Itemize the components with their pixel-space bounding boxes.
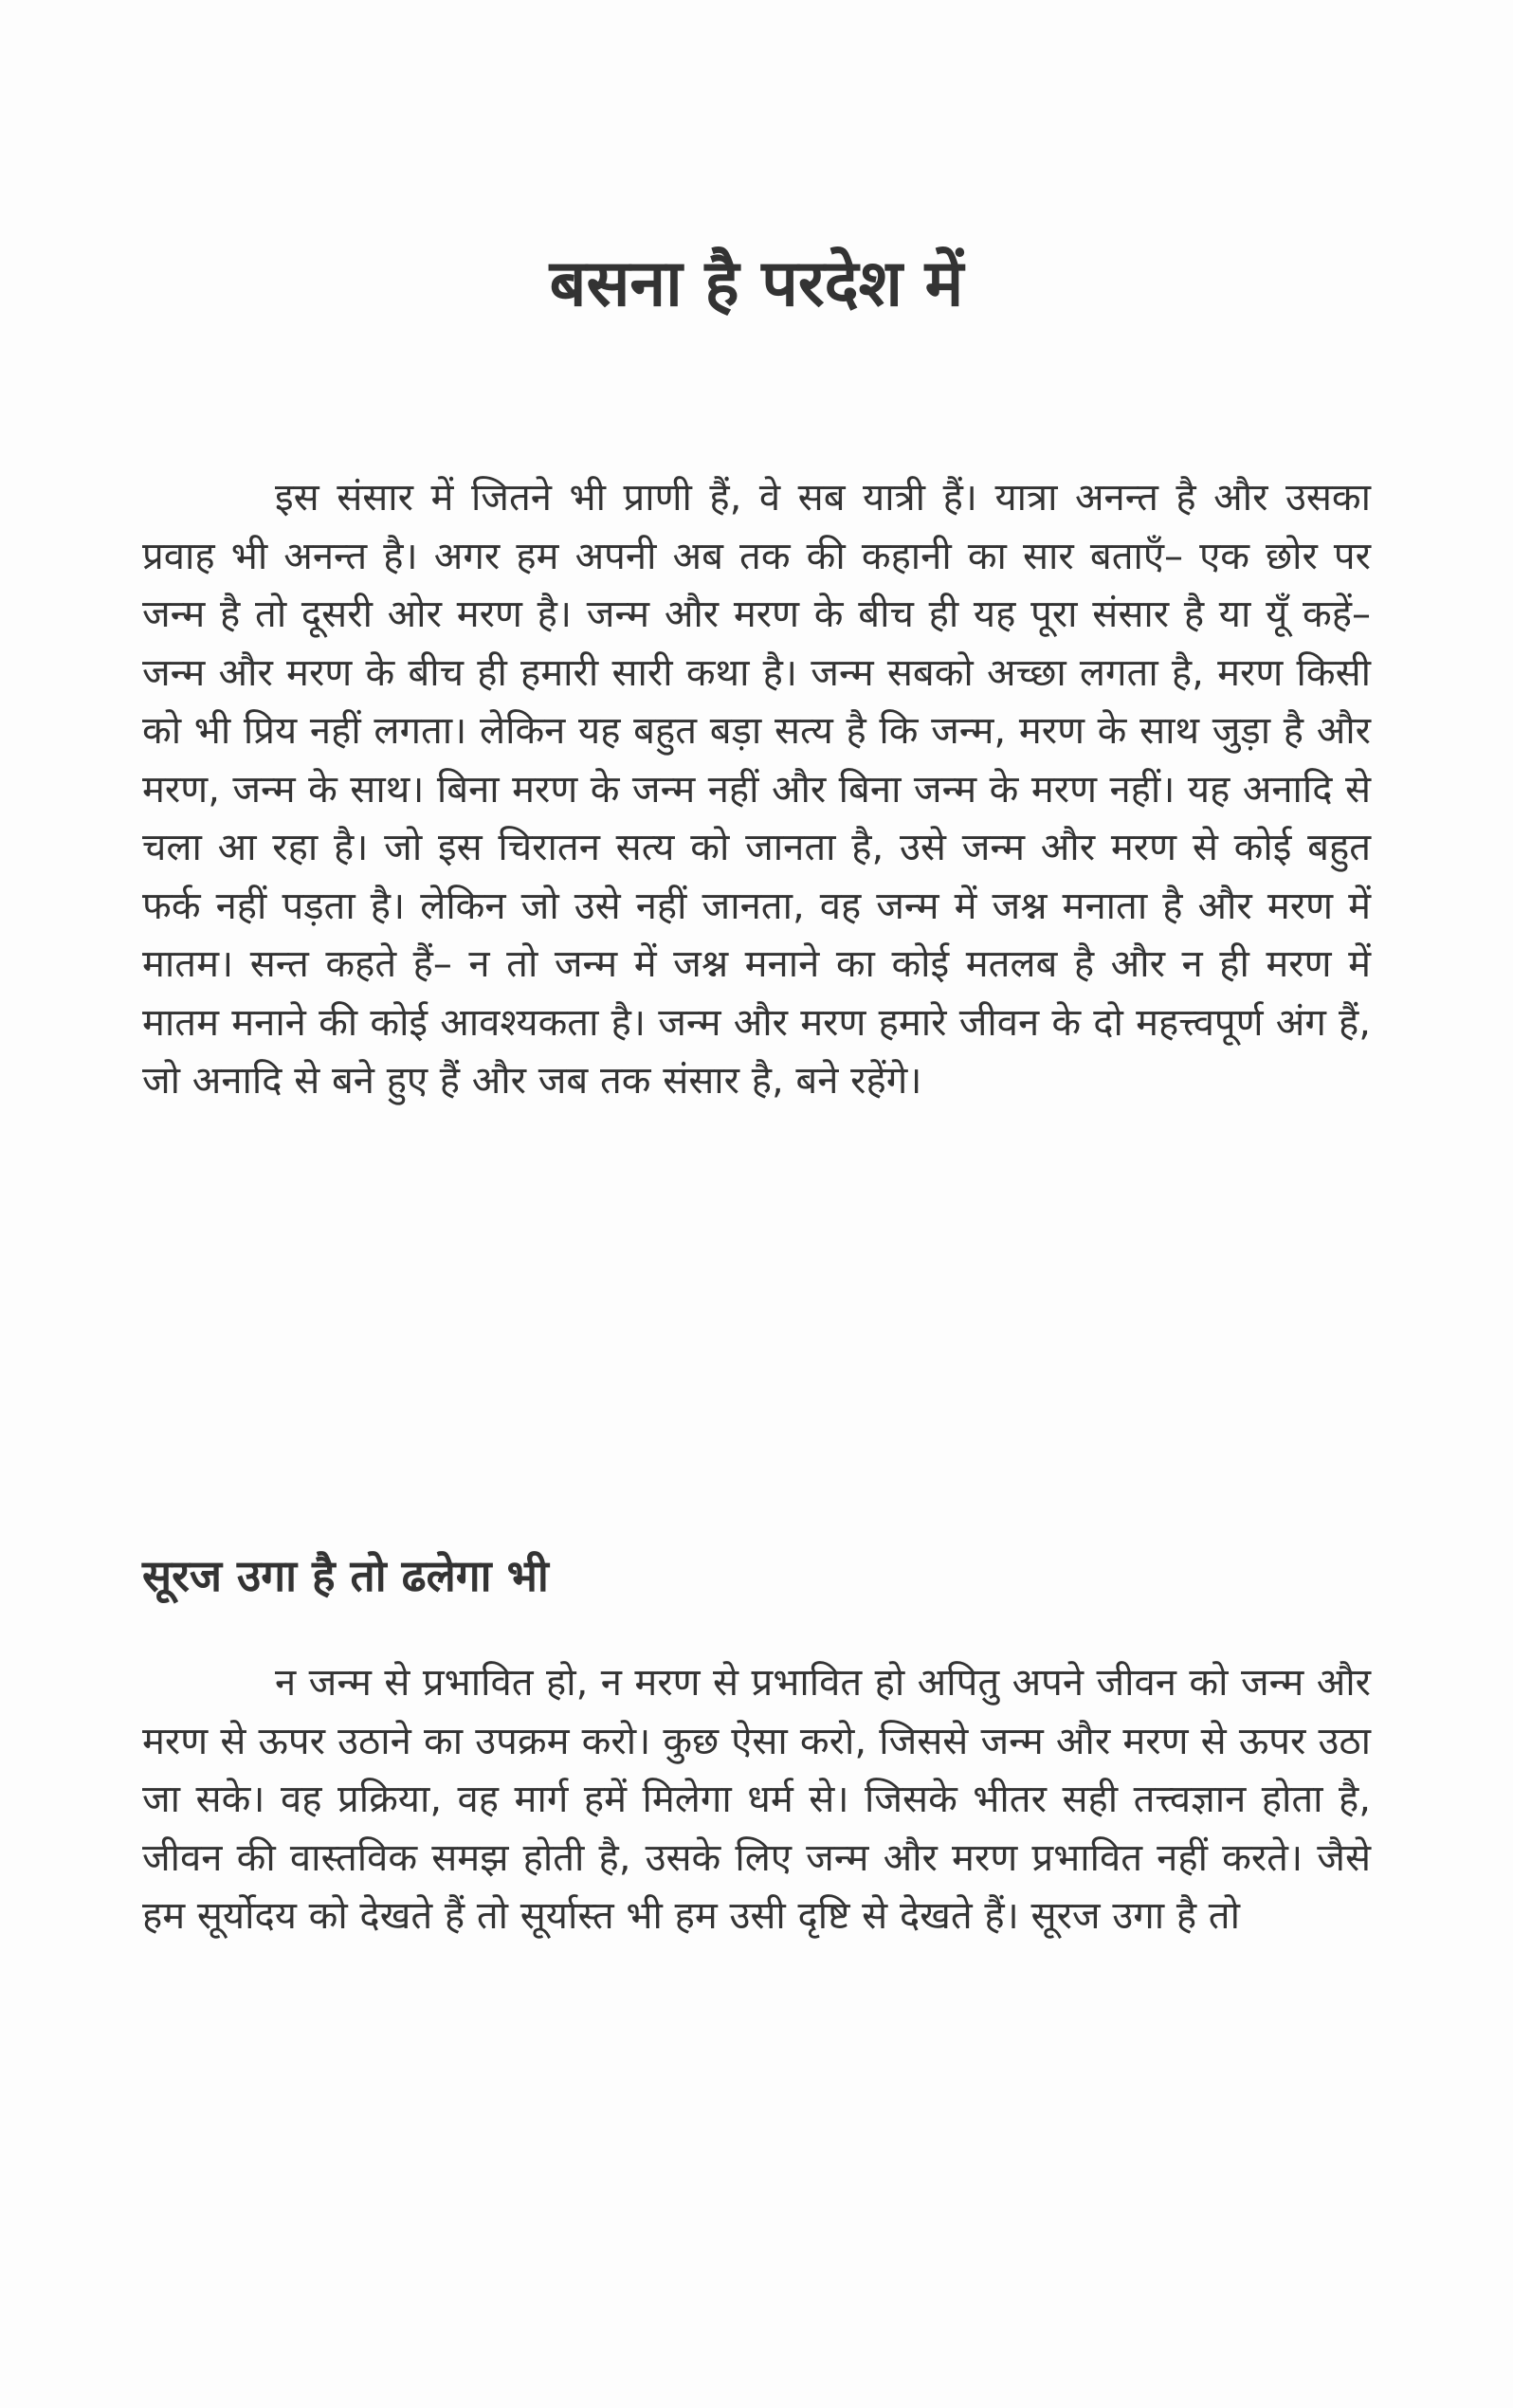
body-paragraph: इस संसार में जितने भी प्राणी हैं, वे सब यात्री हैं। यात्रा अनन्त है और उसका प्रवाह भी अनन्त है। अगर हम अपनी अब तक की कहानी का सार बताएँ– एक छोर पर जन्म है तो दूसरी ओर मरण है। जन्म और मरण के बीच ही यह पूरा संसार है या यूँ कहें– जन्म और मरण के बीच ही हमारी सारी कथा है। जन्म सबको अच्छा लगता है, मरण किसी को भी प्रिय नहीं लगता। लेकिन यह बहुत बड़ा सत्य है कि जन्म, मरण के साथ जुड़ा है और मरण, जन्म के साथ। बिना मरण के जन्म नहीं और बिना जन्म के मरण नहीं। यह अनादि से चला आ रहा है। जो इस चिरातन सत्य को जानता है, उसे जन्म और मरण से कोई बहुत फर्क नहीं पड़ता है। लेकिन जो उसे नहीं जानता, वह जन्म में जश्न मनाता है और मरण में मातम। सन्त कहते हैं– न तो जन्म में जश्न मनाने का कोई मतलब है और न ही मरण में मातम मनाने की कोई आवश्यकता है। जन्म और मरण हमारे जीवन के दो महत्त्वपूर्ण अंग हैं, जो अनादि से बने हुए हैं और जब तक संसार है, बने रहेंगे। [142, 476, 1371, 1103]
chapter-title: बसना है परदेश में [549, 246, 964, 321]
body-paragraph: न जन्म से प्रभावित हो, न मरण से प्रभावित हो अपितु अपने जीवन को जन्म और मरण से ऊपर उठाने का उपक्रम करो। कुछ ऐसा करो, जिससे जन्म और मरण से ऊपर उठा जा सके। वह प्रक्रिया, वह मार्ग हमें मिलेगा धर्म से। जिसके भीतर सही तत्त्वज्ञान होता है, जीवन की वास्तविक समझ होती है, उसके लिए जन्म और मरण प्रभावित नहीं करते। जैसे हम सूर्योदय को देखते हैं तो सूर्यास्त भी हम उसी दृष्टि से देखते हैं। सूरज उगा है तो [142, 1661, 1371, 1938]
section-subheading: सूरज उगा है तो ढलेगा भी [142, 1550, 549, 1601]
